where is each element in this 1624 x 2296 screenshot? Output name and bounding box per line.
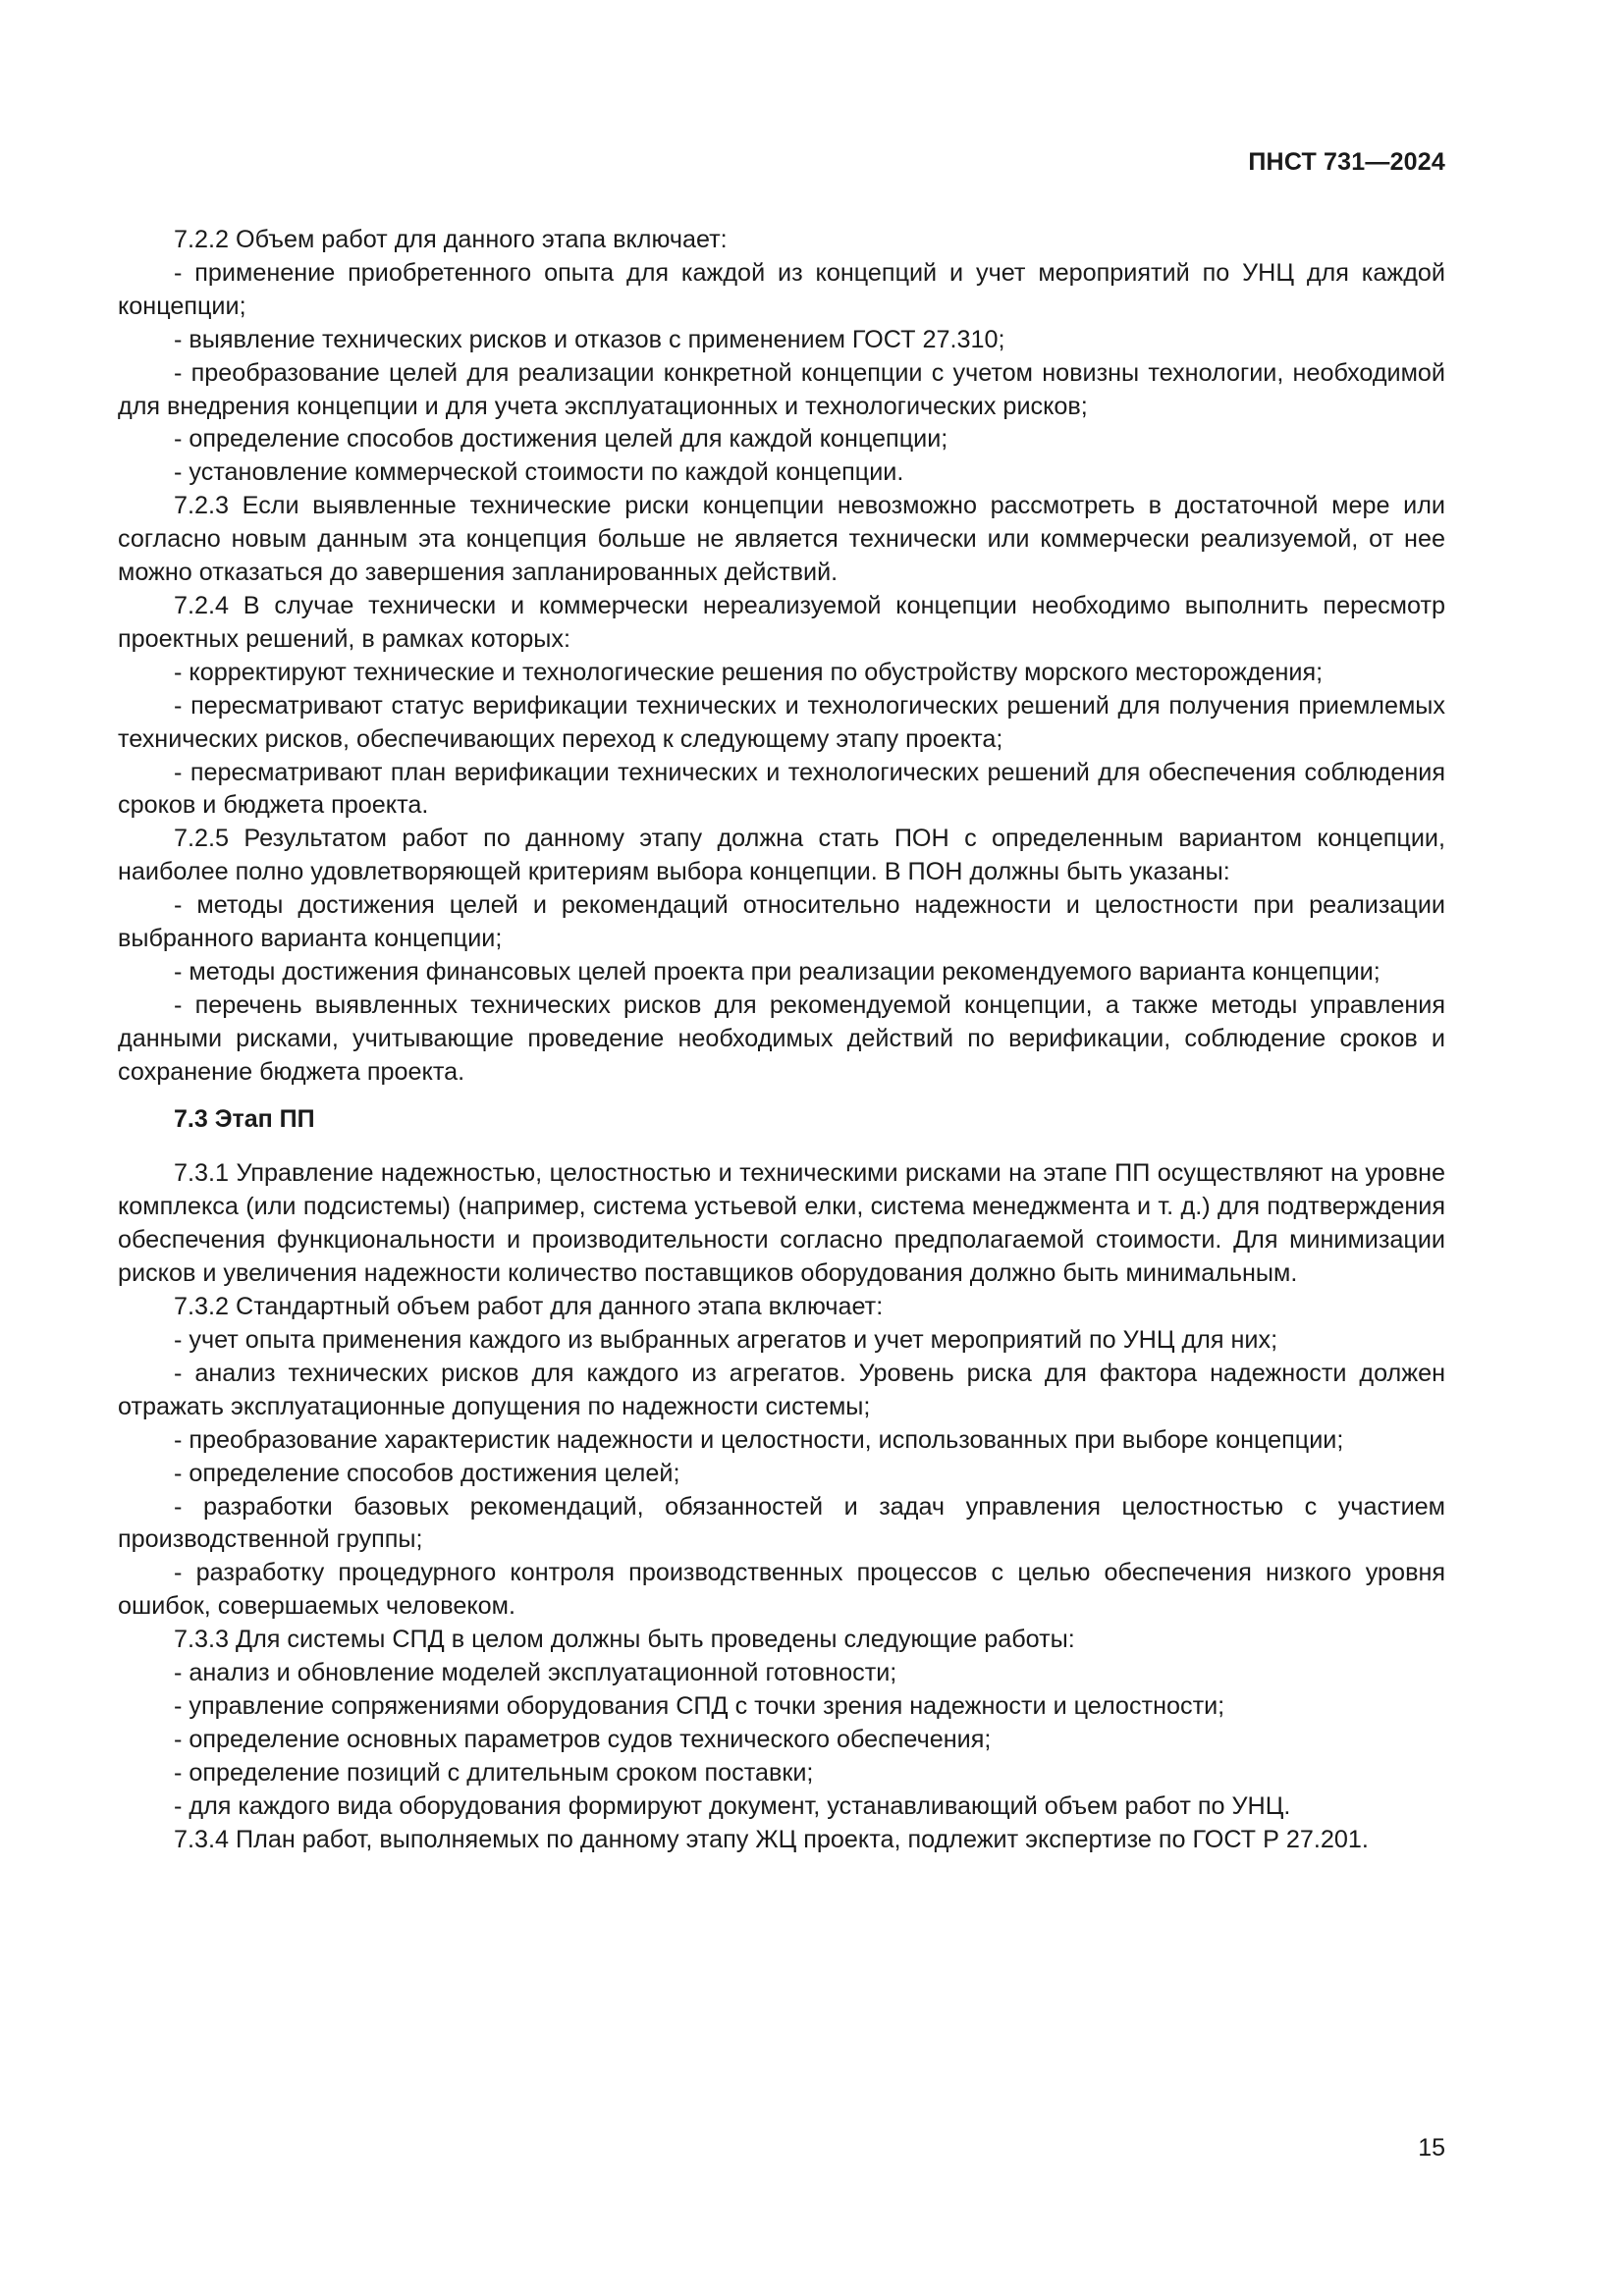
page-content [118,224,1445,1857]
list-item: - определение способов достижения целей для каждой концепции; [174,425,948,454]
list-item: - разработку процедурного контроля производственных процессов с целью обеспечения низкого уровня ошибок, совершаемых человеком. [118,1559,1445,1621]
list-item: - анализ и обновление моделей эксплуатационной готовности; [174,1659,897,1687]
paragraph-7-2-3: 7.2.3 Если выявленные технические риски концепции невозможно рассмотреть в достаточной мере или согласно новым данным эта концепция больше не является технически или коммерчески реализуемой, от нее можно отказаться до завершения запланированных действий. [118,492,1445,587]
list-item: - для каждого вида оборудования формируют документ, устанавливающий объем работ по УНЦ. [174,1791,1291,1820]
paragraph-7-3-4: 7.3.4 План работ, выполняемых по данному этапу ЖЦ проекта, подлежит экспертизе по ГОСТ Р 27.201. [174,1825,1369,1853]
list-item: - учет опыта применения каждого из выбранных агрегатов и учет мероприятий по УНЦ для них; [174,1326,1278,1354]
paragraph-7-2-5: 7.2.5 Результатом работ по данному этапу должна стать ПОН с определенным вариантом концепции, наиболее полно удовлетворяющей критериям выбора концепции. В ПОН должны быть указаны: [118,825,1445,886]
page-number: 15 [1418,2134,1445,2162]
list-item: - определение способов достижения целей; [174,1459,680,1487]
list-item: - корректируют технические и технологические решения по обустройству морского месторождения; [174,658,1324,686]
paragraph-7-3-1: 7.3.1 Управление надежностью, целостностью и техническими рисками на этапе ПП осуществляют на уровне комплекса (или подсистемы) (например, система устьевой елки, система менеджмента и т. д.) для подтверждения обеспечения функциональности и производительности согласно предполагаемой стоимости. Для минимизации рисков и увеличения надежности количество поставщиков оборудования должно быть минимальным. [118,1159,1445,1288]
list-item: - методы достижения целей и рекомендаций относительно надежности и целостности при реализации выбранного варианта концепции; [118,891,1445,953]
list-item: - управление сопряжениями оборудования СПД с точки зрения надежности и целостности; [174,1691,1225,1720]
list-item: - применение приобретенного опыта для каждой из концепций и учет мероприятий по УНЦ для каждой концепции; [118,258,1445,320]
list-item: - выявление технических рисков и отказов с применением ГОСТ 27.310; [174,325,1005,353]
paragraph-7-3-2: 7.3.2 Стандартный объем работ для данного этапа включает: [174,1293,884,1321]
list-item: - методы достижения финансовых целей проекта при реализации рекомендуемого варианта концепции; [174,957,1380,986]
paragraph-7-2-2: 7.2.2 Объем работ для данного этапа включает: [174,226,728,253]
list-item: - определение позиций с длительным сроком поставки; [174,1758,814,1787]
document-header: ПНСТ 731—2024 [1248,148,1445,176]
list-item: - преобразование целей для реализации конкретной концепции с учетом новизны технологии, необходимой для внедрения концепции и для учета эксплуатационных и технологических рисков; [118,358,1445,420]
list-item: - перечень выявленных технических рисков для рекомендуемой концепции, а также методы управления данными рисками, учитывающие проведение необходимых действий по верификации, соблюдение сроков и сохранение бюджета проекта. [118,990,1445,1086]
paragraph-7-3-3: 7.3.3 Для системы СПД в целом должны быть проведены следующие работы: [174,1626,1075,1654]
list-item: - анализ технических рисков для каждого из агрегатов. Уровень риска для фактора надежности должен отражать эксплуатационные допущения по надежности системы; [118,1359,1445,1420]
list-item: - определение основных параметров судов технического обеспечения; [174,1725,992,1753]
list-item: - пересматривают статус верификации технических и технологических решений для получения приемлемых технических рисков, обеспечивающих переход к следующему этапу проекта; [118,691,1445,753]
list-item: - разработки базовых рекомендаций, обязанностей и задач управления целостностью с участием производственной группы; [118,1492,1445,1554]
list-item: - преобразование характеристик надежности и целостности, использованных при выборе концепции; [174,1425,1344,1454]
list-item: - пересматривают план верификации технических и технологических решений для обеспечения соблюдения сроков и бюджета проекта. [118,758,1445,820]
list-item: - установление коммерческой стоимости по каждой концепции. [174,458,904,487]
section-heading-7-3: 7.3 Этап ПП [174,1104,315,1133]
paragraph-7-2-4: 7.2.4 В случае технически и коммерчески нереализуемой концепции необходимо выполнить пересмотр проектных решений, в рамках которых: [118,591,1445,653]
